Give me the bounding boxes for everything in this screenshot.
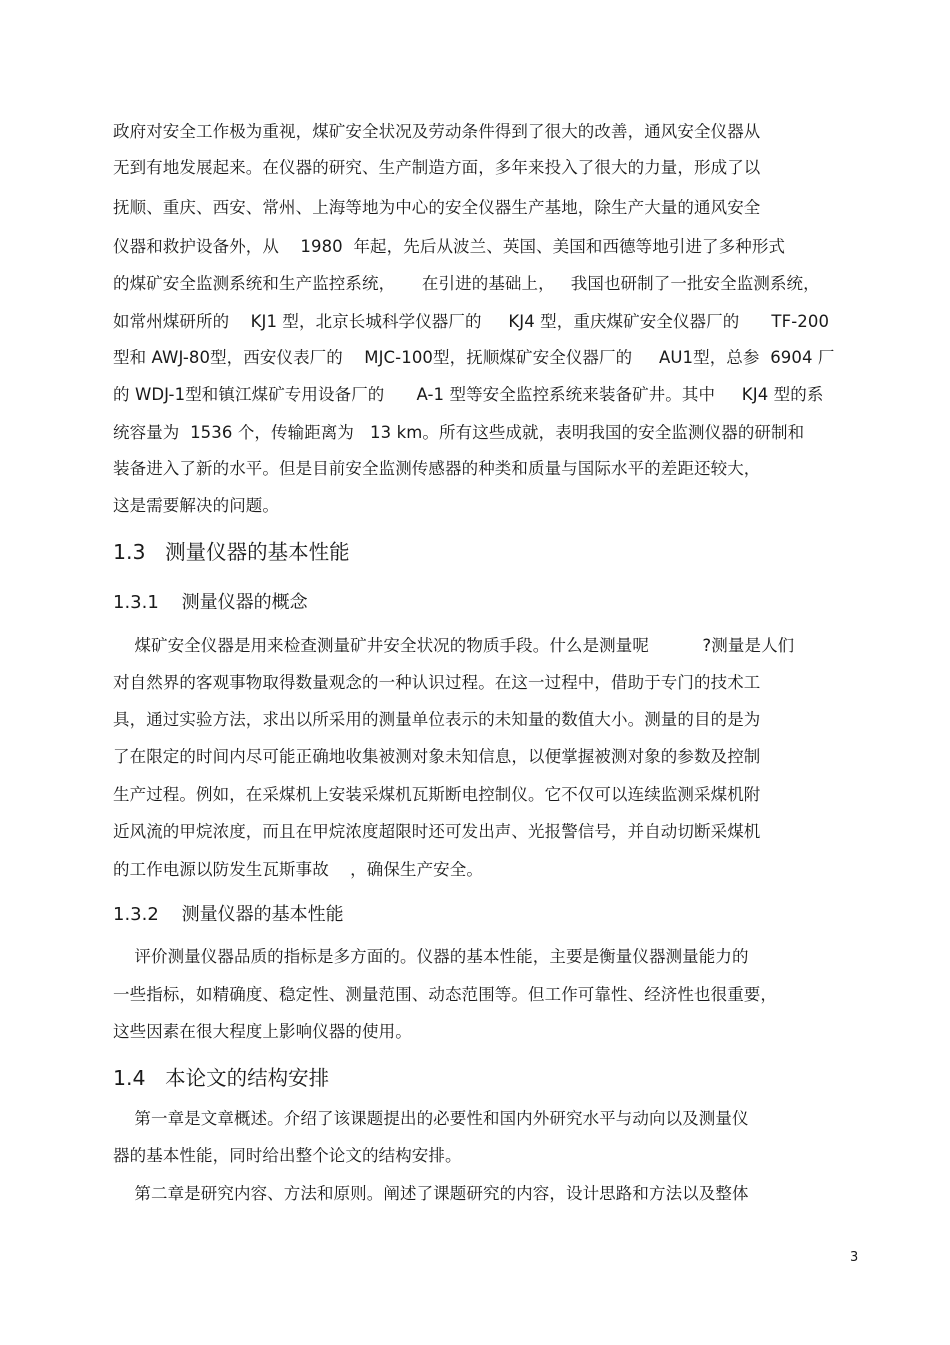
section-heading-1-4: 1.4 本论文的结构安排: [113, 1066, 330, 1090]
text-line: 第一章是文章概述。介绍了该课题提出的必要性和国内外研究水平与动向以及测量仪: [113, 1109, 749, 1128]
text-line: 这些因素在很大程度上影响仪器的使用。: [113, 1022, 412, 1041]
text-line: 评价测量仪器品质的指标是多方面的。仪器的基本性能，主要是衡量仪器测量能力的: [113, 947, 749, 966]
text-line: 抚顺、重庆、西安、常州、上海等地为中心的安全仪器生产基地，除生产大量的通风安全: [113, 198, 761, 217]
text-line: 型和 AWJ-80型，西安仪表厂的 MJC-100型，抚顺煤矿安全仪器厂的 AU1型，总参 6904 厂: [113, 348, 835, 367]
text-line: 如常州煤研所的 KJ1 型，北京长城科学仪器厂的 KJ4 型，重庆煤矿安全仪器厂的 TF-200: [113, 312, 830, 331]
text-line: 统容量为 1536 个，传输距离为 13 km。所有这些成就，表明我国的安全监测仪器的研制和: [113, 423, 805, 442]
text-line: 近风流的甲烷浓度，而且在甲烷浓度超限时还可发出声、光报警信号，并自动切断采煤机: [113, 822, 761, 841]
page-number: 3: [850, 1250, 859, 1265]
text-line: 的工作电源以防发生瓦斯事故 ，确保生产安全。: [113, 860, 483, 879]
text-line: 无到有地发展起来。在仪器的研究、生产制造方面，多年来投入了很大的力量，形成了以: [113, 158, 761, 177]
text-line: 的 WDJ-1型和镇江煤矿专用设备厂的 A-1 型等安全监控系统来装备矿井。其中 KJ4 型的系: [113, 385, 824, 404]
text-line: 第二章是研究内容、方法和原则。阐述了课题研究的内容，设计思路和方法以及整体: [113, 1184, 749, 1203]
text-line: 的煤矿安全监测系统和生产监控系统， 在引进的基础上， 我国也研制了一批安全监测系统，: [113, 274, 820, 293]
text-line: 装备进入了新的水平。但是目前安全监测传感器的种类和质量与国际水平的差距还较大，: [113, 459, 761, 478]
text-line: 对自然界的客观事物取得数量观念的一种认识过程。在这一过程中，借助于专门的技术工: [113, 673, 761, 692]
text-line: 煤矿安全仪器是用来检查测量矿井安全状况的物质手段。什么是测量呢 ?测量是人们: [113, 636, 795, 655]
text-line: 具，通过实验方法，求出以所采用的测量单位表示的未知量的数值大小。测量的目的是为: [113, 710, 761, 729]
section-heading-1-3: 1.3 测量仪器的基本性能: [113, 540, 350, 564]
text-line: 一些指标，如精确度、稳定性、测量范围、动态范围等。但工作可靠性、经济性也很重要，: [113, 985, 777, 1004]
text-line: 器的基本性能，同时给出整个论文的结构安排。: [113, 1146, 462, 1165]
text-line: 了在限定的时间内尽可能正确地收集被测对象未知信息，以便掌握被测对象的参数及控制: [113, 747, 761, 766]
subsection-heading-1-3-2: 1.3.2 测量仪器的基本性能: [113, 904, 344, 925]
text-line: 仪器和救护设备外，从 1980 年起，先后从波兰、英国、美国和西德等地引进了多种形式: [113, 237, 786, 256]
text-line: 政府对安全工作极为重视，煤矿安全状况及劳动条件得到了很大的改善，通风安全仪器从: [113, 122, 761, 141]
text-line: 生产过程。例如，在采煤机上安装采煤机瓦斯断电控制仪。它不仅可以连续监测采煤机附: [113, 785, 761, 804]
text-line: 这是需要解决的问题。: [113, 496, 279, 515]
subsection-heading-1-3-1: 1.3.1 测量仪器的概念: [113, 592, 308, 613]
